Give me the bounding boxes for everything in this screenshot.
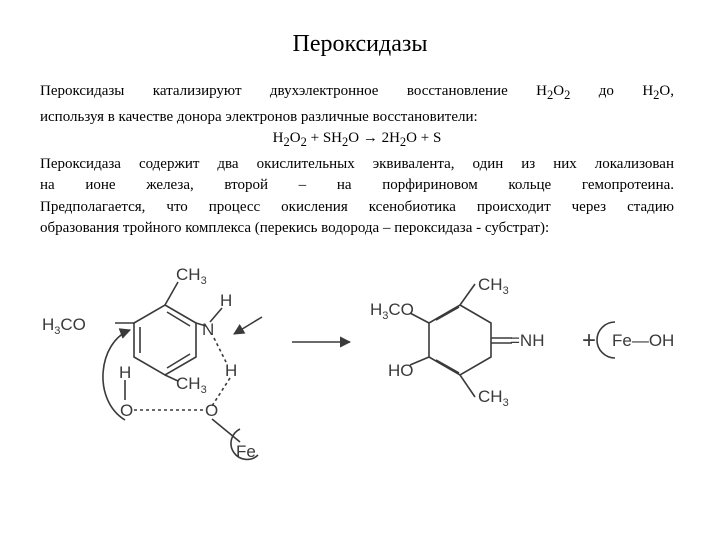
paragraph-1-line-1: Пероксидазы катализируют двухэлектронное восстановление $H_2O_2$ до $H_2O$, — [40, 83, 674, 102]
reaction-equation: $H_2O_2 + SH_2O \to 2H_2O + S$ — [272, 130, 442, 149]
paragraph-2-line-1: Пероксидаза содержит два окислительных эквивалента, один из них локализован — [40, 155, 674, 172]
right-quinoid-ring — [429, 305, 491, 375]
left-h3co-label: $H_3CO$ — [42, 315, 86, 337]
right-h3co-label: $H_3CO$ — [370, 300, 414, 322]
fe-oh-label: Fe—OH — [612, 331, 675, 350]
right-ch3-top-label: $CH_3$ — [478, 275, 509, 297]
iron-label: Fe — [236, 442, 256, 461]
paragraph-1-line-2: используя в качестве донора электронов различные восстановители: — [40, 108, 478, 125]
right-ch3-bottom-label: $CH_3$ — [478, 387, 509, 409]
hydroxyl-h-label: H — [119, 363, 132, 382]
amine-h-label: H — [220, 291, 233, 310]
h-right-label: H — [225, 361, 238, 380]
paragraph-2-line-4: образования тройного комплекса (перекись водорода – пероксидаза - субстрат): — [40, 220, 550, 236]
left-benzene-ring — [134, 305, 196, 375]
amine-n-label: N — [202, 320, 215, 339]
paragraph-2-line-2: на ионе железа, второй – на порфириновом кольце гемопротеина. — [40, 177, 674, 193]
imine-label: =NH — [510, 331, 545, 350]
reaction-scheme — [30, 250, 690, 480]
left-ch3-bottom-label: $CH_3$ — [176, 374, 207, 396]
oxygen-right-label: O — [205, 401, 219, 420]
plus-sign: + — [582, 327, 597, 354]
body-text — [40, 81, 674, 240]
paragraph-2-line-3: Предполагается, что процесс окисления ксенобиотика происходит через стадию — [40, 198, 674, 215]
right-ho-label: HO — [388, 361, 414, 380]
slide-title: Пероксидазы — [292, 31, 428, 57]
reaction-scheme-drawing — [30, 250, 690, 480]
oxygen-left-label: O — [120, 401, 134, 420]
left-ch3-top-label: $CH_3$ — [176, 265, 207, 287]
